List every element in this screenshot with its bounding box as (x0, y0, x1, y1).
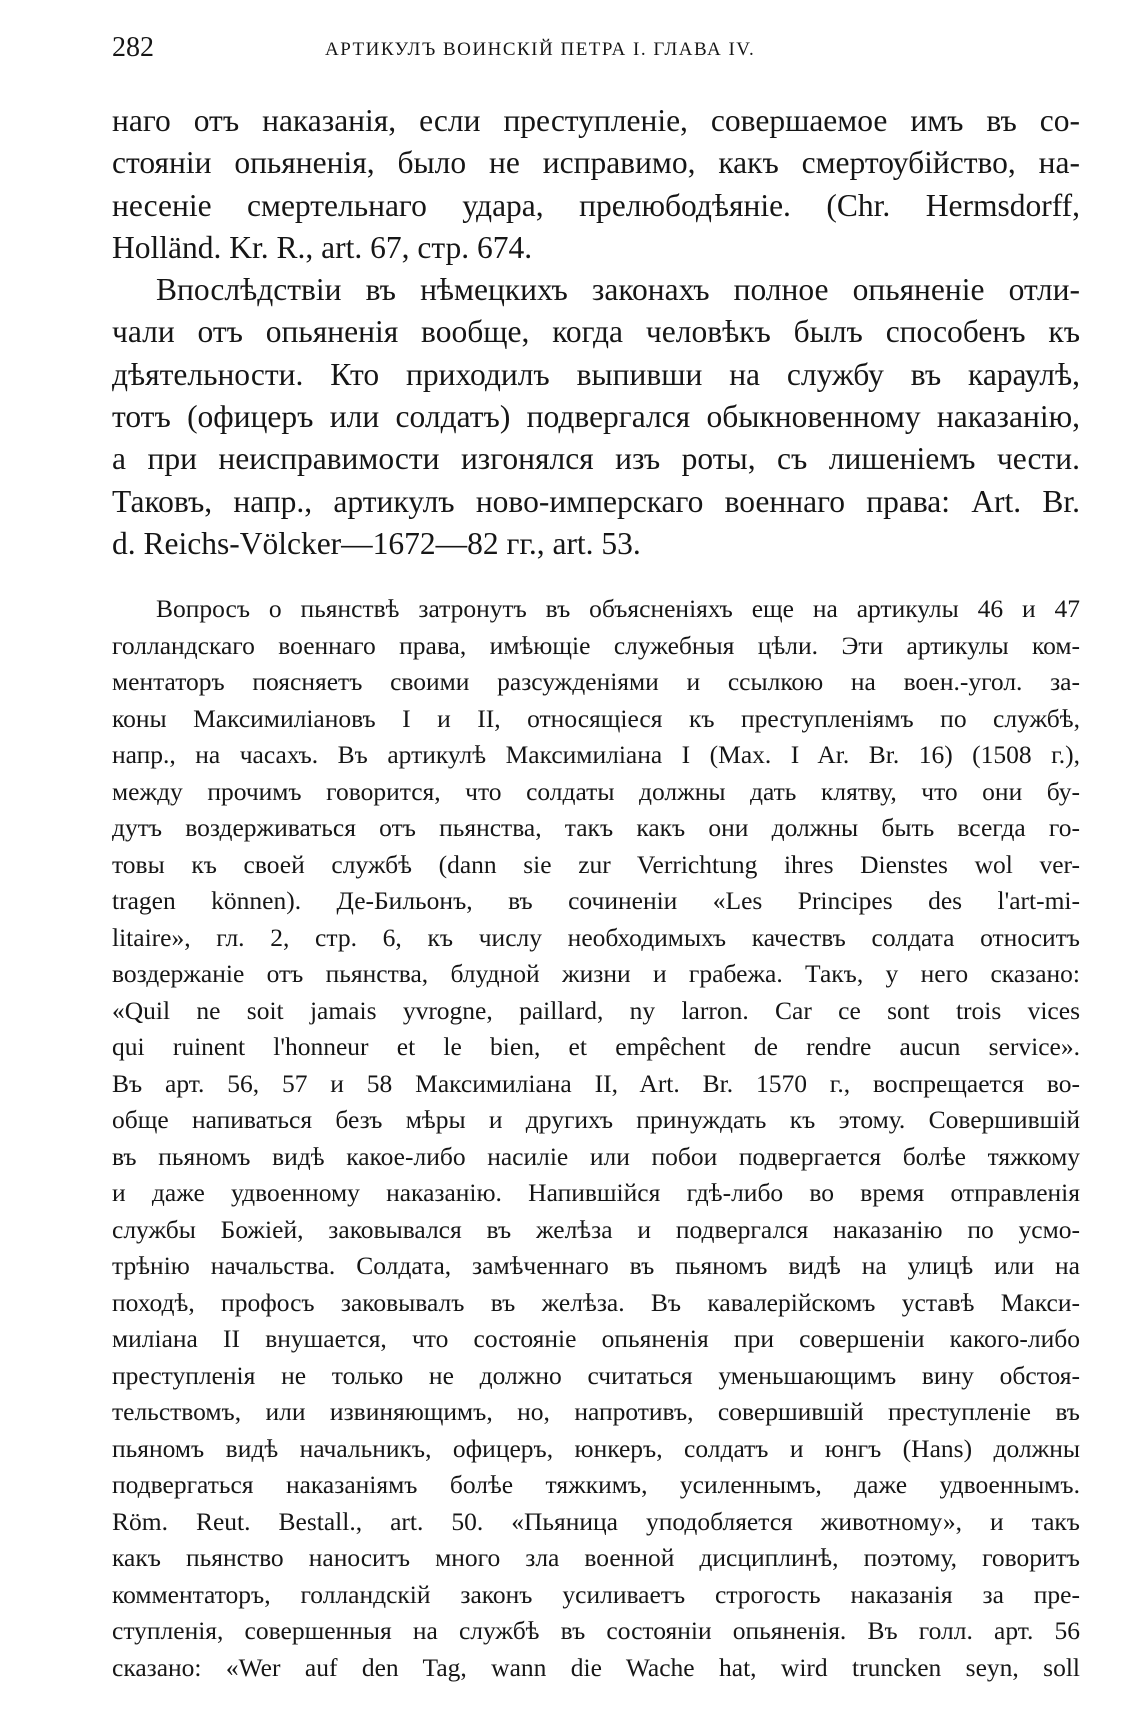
book-page (112, 28, 1080, 1686)
running-title: АРТИКУЛЪ ВОИНСКIЙ ПЕТРА I. ГЛАВА IV. (325, 39, 756, 60)
text-line: трѣнiю начальства. Солдата, замѣченнаго въ пьяномъ видѣ на улицѣ или на (112, 1251, 1080, 1281)
text-line: qui ruinent l'honneur et le bien, et empêchent de rendre aucun service». (112, 1032, 1080, 1062)
text-line: Впослѣдствiи въ нѣмецкихъ законахъ полное опьяненiе отли- (156, 272, 1080, 308)
text-line: милiана II внушается, что состоянiе опьяненiя при совершенiи какого-либо (112, 1324, 1080, 1354)
text-line: дутъ воздерживаться отъ пьянства, такъ какъ они должны быть всегда го- (112, 813, 1080, 843)
text-line: комментаторъ, голландскiй законъ усиливаетъ строгость наказанiя за пре- (112, 1579, 1080, 1609)
text-line: воздержанiе отъ пьянства, блудной жизни и грабежа. Такъ, у него сказано: (112, 959, 1080, 989)
text-line: обще напиваться безъ мѣры и другихъ принуждать къ этому. Совершившiй (112, 1105, 1080, 1135)
text-line: товы къ своей службѣ (dann sie zur Verrichtung ihres Dienstes wol ver- (112, 849, 1080, 879)
text-line: между прочимъ говорится, что солдаты должны дать клятву, что они бу- (112, 776, 1080, 806)
text-line: какъ пьянство наноситъ много зла военной дисциплинѣ, поэтому, говоритъ (112, 1543, 1080, 1573)
commentary-paragraph (112, 591, 1080, 1686)
text-line: «Quil ne soit jamais yvrogne, paillard, ny larron. Car ce sont trois vices (112, 995, 1080, 1025)
text-line: ступленiя, совершенныя на службѣ въ состоянiи опьяненiя. Въ голл. арт. 56 (112, 1616, 1080, 1646)
text-line: пьяномъ видѣ начальникъ, офицеръ, юнкеръ, солдатъ и юнгъ (Hans) должны (112, 1433, 1080, 1463)
main-text (112, 100, 1080, 565)
text-line: наго отъ наказанiя, если преступленiе, совершаемое имъ въ со- (112, 103, 1080, 138)
text-line: преступленiя не только не должно считаться уменьшающимъ вину обстоя- (112, 1360, 1080, 1390)
text-line: Röm. Reut. Bestall., art. 50. «Пьяница уподобляется животному», и такъ (112, 1506, 1080, 1536)
main-paragraph-1 (112, 100, 1080, 269)
page-header (112, 28, 1080, 68)
text-line: и даже удвоенному наказанiю. Напившiйся гдѣ-либо во время отправленiя (112, 1178, 1080, 1208)
text-line: Таковъ, напр., артикулъ ново-имперскаго военнаго права: Art. Br. (112, 483, 1080, 519)
text-line: Въ арт. 56, 57 и 58 Максимилiана II, Art. Br. 1570 г., воспрещается во- (112, 1068, 1080, 1098)
text-line: тотъ (офицеръ или солдатъ) подвергался обыкновенному наказанiю, (112, 399, 1080, 435)
text-line: tragen können). Де-Бильонъ, въ сочиненiи «Les Principes des l'art-mi- (112, 886, 1080, 916)
text-line: litaire», гл. 2, стр. 6, къ числу необходимыхъ качествъ солдата относитъ (112, 922, 1080, 952)
text-line: въ пьяномъ видѣ какое-либо насилiе или побои подвергается болѣе тяжкому (112, 1141, 1080, 1171)
commentary-text (112, 591, 1080, 1686)
main-paragraph-2 (112, 269, 1080, 565)
text-line: тельствомъ, или извиняющимъ, но, напротивъ, совершившiй преступленiе въ (112, 1397, 1080, 1427)
text-line: походѣ, профосъ заковывалъ въ желѣза. Въ кавалерiйскомъ уставѣ Макси- (112, 1287, 1080, 1317)
text-line: службы Божiей, заковывался въ желѣза и подвергался наказанiю по усмо- (112, 1214, 1080, 1244)
page-number: 282 (112, 32, 154, 63)
text-line: голландскаго военнаго права, имѣющiе служебныя цѣли. Эти артикулы ком- (112, 630, 1080, 660)
text-line: стоянiи опьяненiя, было не исправимо, какъ смертоубiйство, на- (112, 145, 1080, 181)
text-line: коны Максимилiановъ I и II, относящiеся къ преступленiямъ по службѣ, (112, 703, 1080, 733)
text-line: подвергаться наказанiямъ болѣе тяжкимъ, усиленнымъ, даже удвоеннымъ. (112, 1470, 1080, 1500)
text-line: дѣятельности. Кто приходилъ выпивши на службу въ караулѣ, (112, 356, 1080, 392)
text-line: чали отъ опьяненiя вообще, когда человѣкъ былъ способенъ къ (112, 314, 1080, 350)
text-line: ментаторъ поясняетъ своими разсужденiями и ссылкою на воен.-угол. за- (112, 667, 1080, 697)
text-line: а при неисправимости изгонялся изъ роты, съ лишенiемъ чести. (112, 441, 1080, 477)
text-line: d. Reichs-Völcker—1672—82 гг., art. 53. (112, 525, 641, 561)
text-line: Вопросъ о пьянствѣ затронутъ въ объясненiяхъ еще на артикулы 46 и 47 (156, 594, 1080, 624)
text-line: несенiе смертельнаго удара, прелюбодѣянiе. (Chr. Hermsdorff, (112, 187, 1080, 223)
text-line: напр., на часахъ. Въ артикулѣ Максимилiана I (Max. I Ar. Br. 16) (1508 г.), (112, 740, 1080, 770)
text-line: Holländ. Kr. R., art. 67, стр. 674. (112, 229, 533, 265)
text-line: сказано: «Wer auf den Tag, wann die Wache hat, wird truncken seyn, soll (112, 1652, 1080, 1682)
